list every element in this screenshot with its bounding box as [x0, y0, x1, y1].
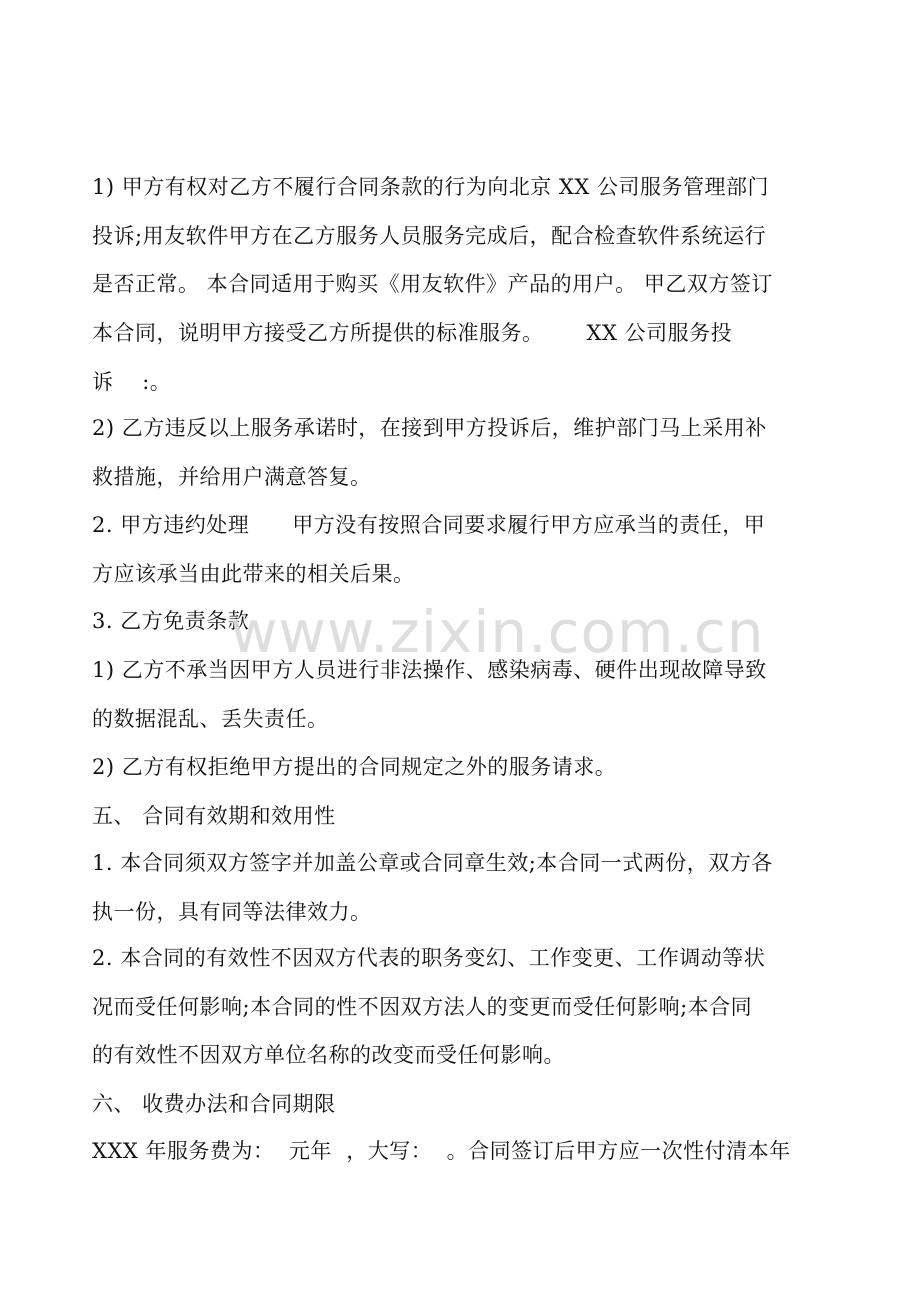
text-line: 况而受任何影响;本合同的性不因双方法人的变更而受任何影响;本合同	[92, 995, 753, 1019]
text-line: XXX 年服务费为： 元年 ，大写： 。合同签订后甲方应一次性付清本年	[92, 1139, 791, 1163]
text-line: 2) 乙方有权拒绝甲方提出的合同规定之外的服务请求。	[92, 755, 617, 779]
section-heading: 五、 合同有效期和效用性	[92, 804, 336, 828]
section-heading: 六、 收费办法和合同期限	[92, 1092, 336, 1116]
text-line: 1) 乙方不承当因甲方人员进行非法操作、感染病毒、硬件出现故障导致	[92, 658, 767, 682]
text-line: 诉 :。	[92, 370, 172, 394]
text-line: 2. 甲方违约处理 甲方没有按照合同要求履行甲方应承当的责任，甲	[92, 513, 766, 537]
watermark: www.zixin.com.cn	[230, 598, 765, 666]
text-line: 1. 本合同须双方签字并加盖公章或合同章生效;本合同一式两份，双方各	[92, 851, 773, 875]
text-line: 1) 甲方有权对乙方不履行合同条款的行为向北京 XX 公司服务管理部门	[92, 175, 769, 199]
text-line: 投诉;用友软件甲方在乙方服务人员服务完成后，配合检查软件系统运行	[92, 224, 767, 248]
text-line: 救措施，并给用户满意答复。	[92, 465, 372, 489]
text-line: 方应该承当由此带来的相关后果。	[92, 562, 415, 586]
text-line: 是否正常。 本合同适用于购买《用友软件》产品的用户。 甲乙双方签订	[92, 272, 773, 296]
text-line: 3. 乙方免责条款	[92, 609, 250, 633]
text-line: 执一份，具有同等法律效力。	[92, 900, 372, 924]
text-line: 本合同，说明甲方接受乙方所提供的标准服务。 XX 公司服务投	[92, 321, 733, 345]
text-line: 2. 本合同的有效性不因双方代表的职务变幻、工作变更、工作调动等状	[92, 946, 766, 970]
text-line: 的数据混乱、丢失责任。	[92, 707, 329, 731]
text-line: 的有效性不因双方单位名称的改变而受任何影响。	[92, 1043, 565, 1067]
text-line: 2) 乙方违反以上服务承诺时，在接到甲方投诉后，维护部门马上采用补	[92, 416, 767, 440]
